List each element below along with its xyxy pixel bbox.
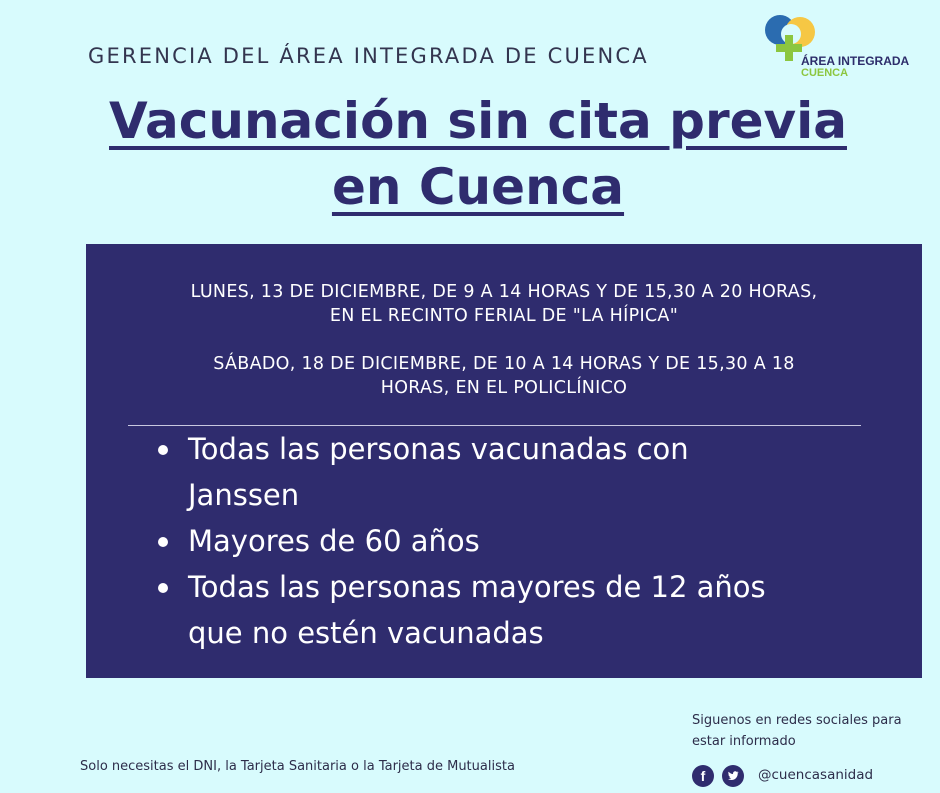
eligibility-list [158, 426, 878, 656]
social-prompt [692, 710, 922, 752]
organization-header: GERENCIA DEL ÁREA INTEGRADA DE CUENCA [88, 44, 649, 68]
eligibility-item-line2: que no estén vacunadas [188, 616, 544, 650]
title-line2: en Cuenca [331, 158, 625, 216]
social-handle[interactable]: @cuencasanidad [758, 767, 874, 783]
eligibility-item-line1: Todas las personas vacunadas con [188, 432, 689, 466]
schedule-monday-line1: LUNES, 13 DE DICIEMBRE, DE 9 A 14 HORAS Y DE 15,30 A 20 HORAS, [190, 282, 818, 302]
eligibility-item-line2: Janssen [188, 478, 300, 512]
schedule-saturday-line1: SÁBADO, 18 DE DICIEMBRE, DE 10 A 14 HORAS Y DE 15,30 A 18 [213, 354, 795, 374]
schedule-monday-line2: EN EL RECINTO FERIAL DE "LA HÍPICA" [329, 306, 679, 326]
documents-note: Solo necesitas el DNI, la Tarjeta Sanitaria o la Tarjeta de Mutualista [80, 759, 515, 774]
logo-line1: ÁREA INTEGRADA [801, 54, 910, 68]
logo-line2: CUENCA [801, 67, 849, 79]
twitter-bird-icon [722, 765, 744, 787]
list-item [158, 426, 878, 518]
page-title [0, 88, 940, 220]
schedule-saturday-line2: HORAS, EN EL POLICLÍNICO [380, 378, 628, 398]
list-item [158, 564, 878, 656]
schedule-monday [86, 280, 922, 328]
facebook-icon[interactable]: f [692, 765, 714, 787]
title-line1: Vacunación sin cita previa [109, 92, 847, 150]
area-integrada-logo [762, 14, 922, 84]
social-prompt-line2: estar informado [692, 734, 796, 749]
info-panel [86, 244, 922, 678]
schedule-saturday [86, 352, 922, 400]
eligibility-item-line1: Todas las personas mayores de 12 años [188, 570, 766, 604]
twitter-icon[interactable] [722, 765, 744, 787]
eligibility-item-line1: Mayores de 60 años [188, 524, 480, 558]
social-prompt-line1: Siguenos en redes sociales para [692, 713, 902, 728]
list-item [158, 518, 878, 564]
